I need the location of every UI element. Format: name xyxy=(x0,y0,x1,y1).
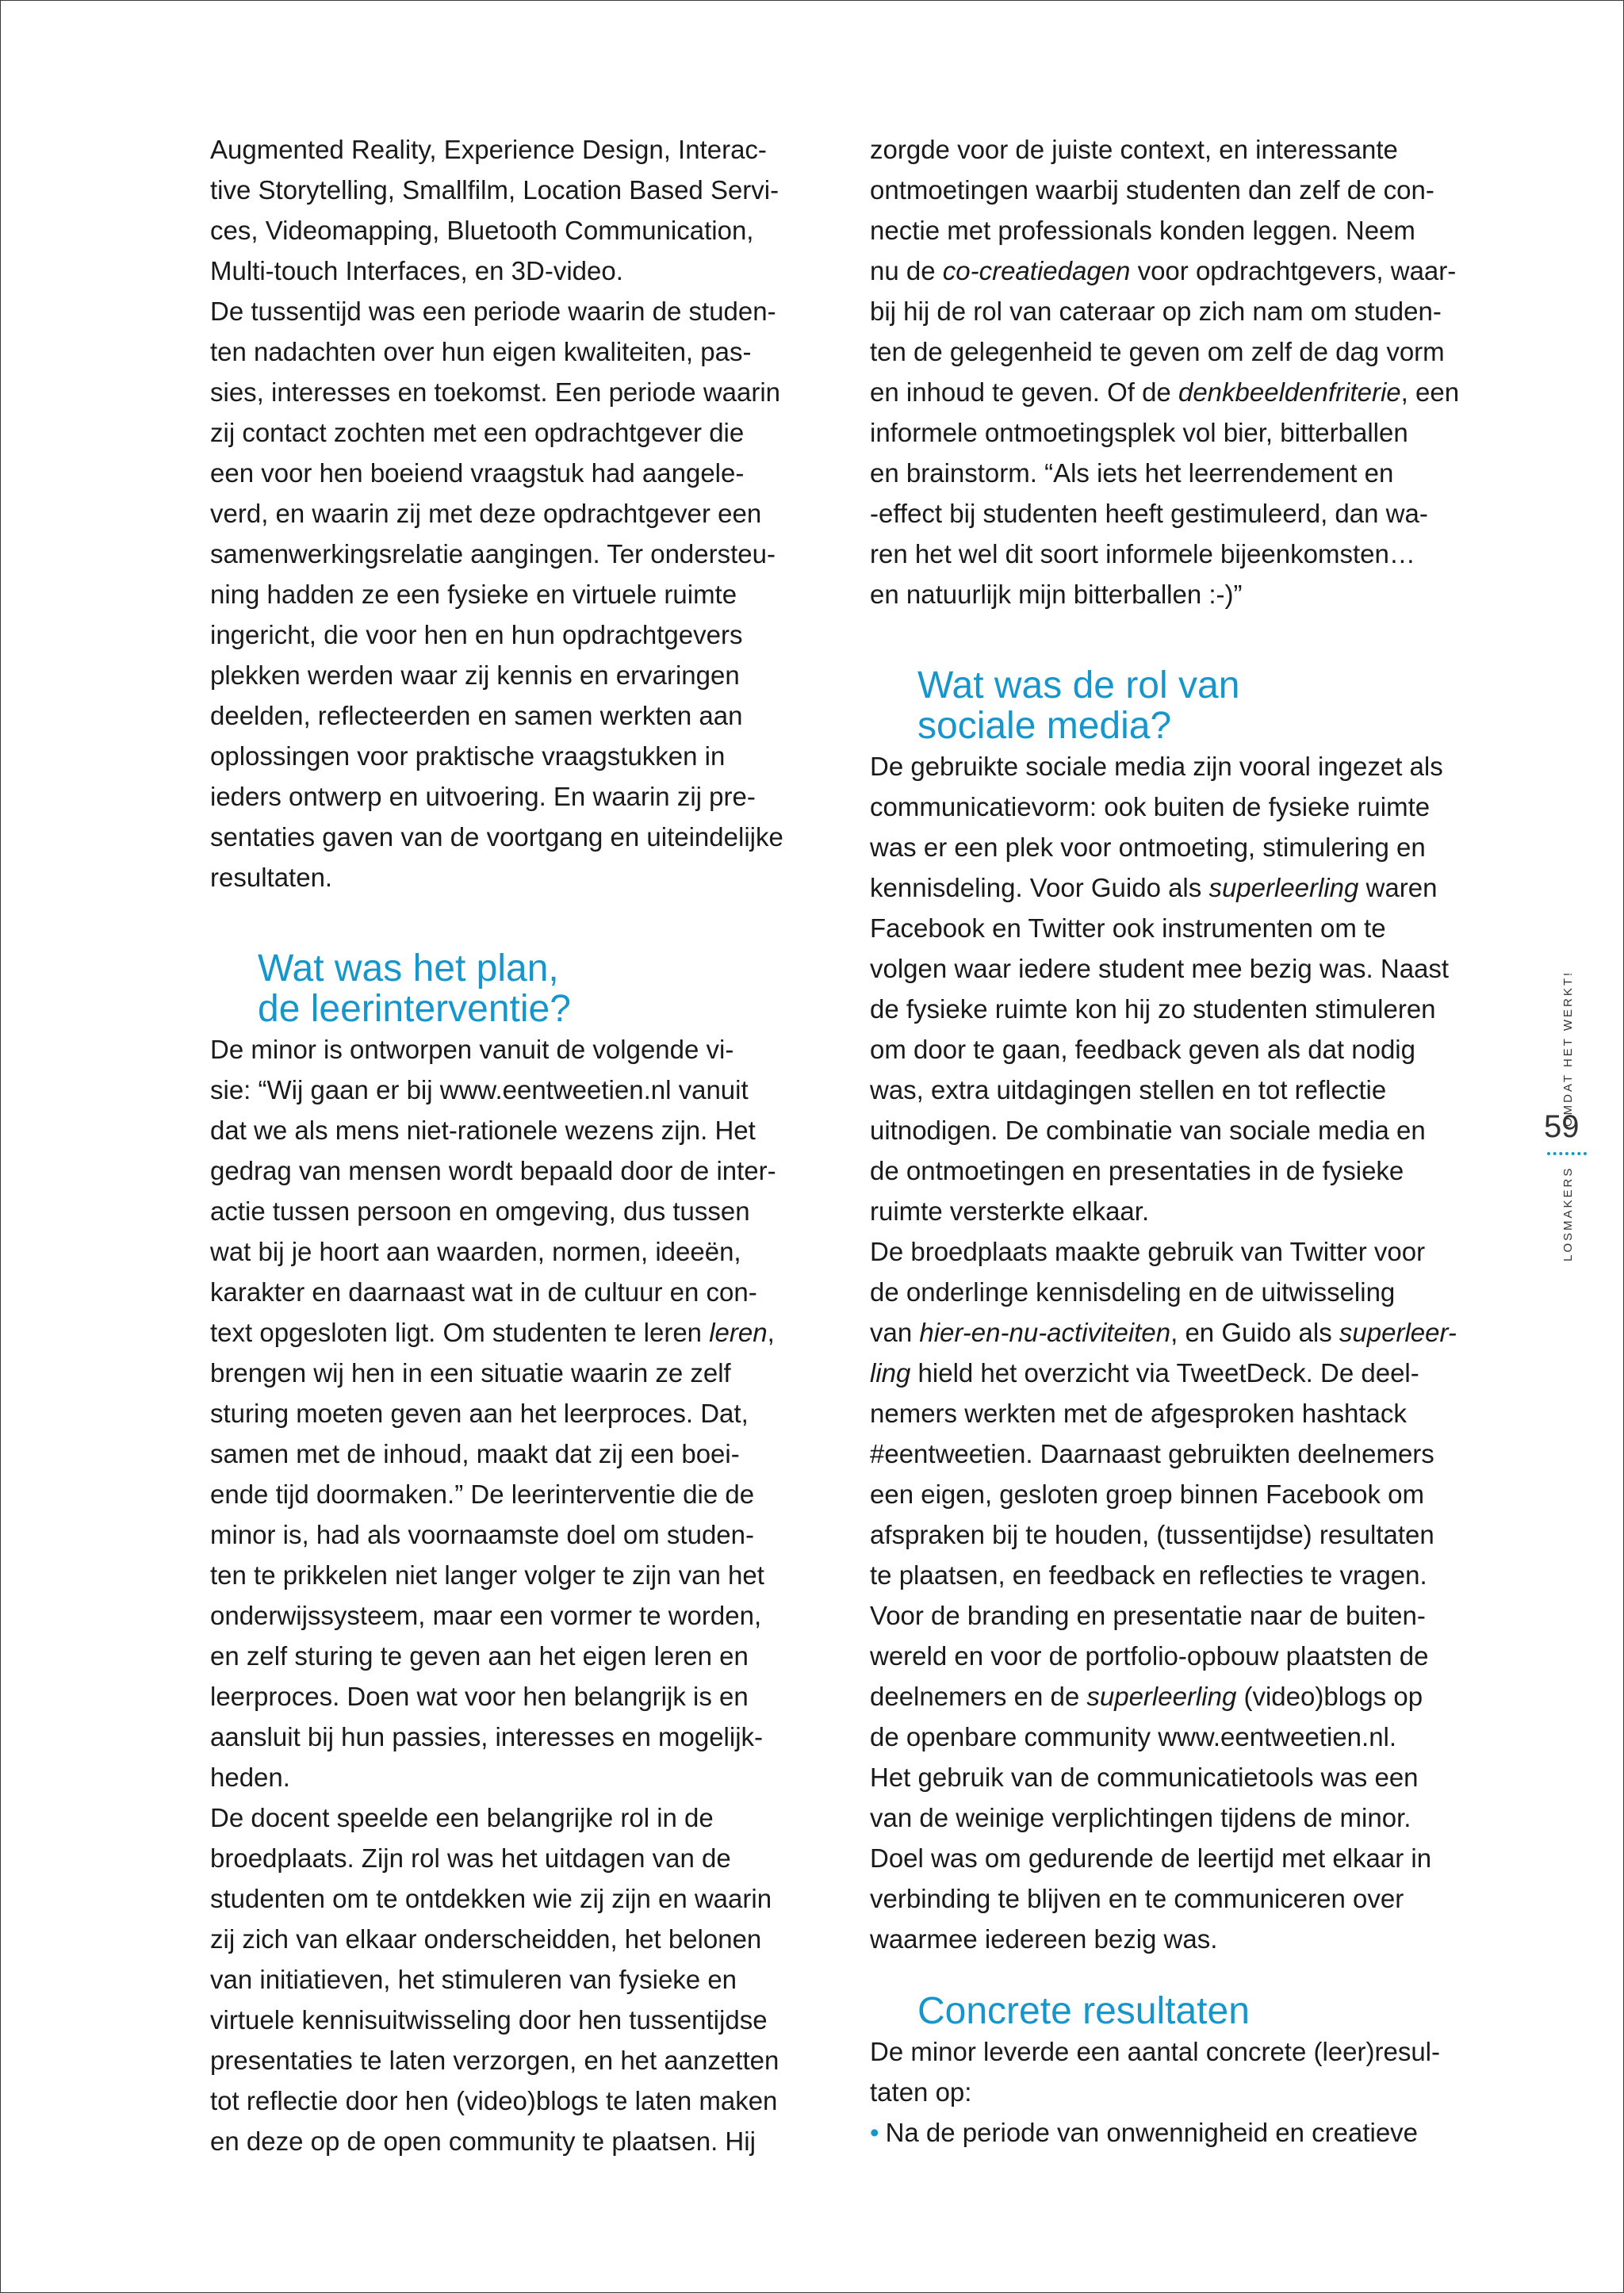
text-line: Augmented Reality, Experience Design, Interac- xyxy=(210,135,767,164)
emphasis-text: superleer- xyxy=(1339,1318,1457,1347)
text-line: taten op: xyxy=(870,2077,972,2107)
emphasis-text: co-creatiedagen xyxy=(942,256,1131,285)
text-line: leerproces. Doen wat voor hen belangrijk is en xyxy=(210,1682,749,1711)
text-line: ten nadachten over hun eigen kwaliteiten, pas- xyxy=(210,337,752,366)
running-title: OMDAT HET WERKT! xyxy=(1561,970,1575,1127)
text-line: Het gebruik van de communicatietools was een xyxy=(870,1763,1419,1792)
text-line: minor is, had als voornaamste doel om studen- xyxy=(210,1520,755,1549)
text-line: van initiatieven, het stimuleren van fysieke en xyxy=(210,1965,737,1994)
paragraph-intro-list xyxy=(210,129,829,291)
heading-line: Wat was het plan, xyxy=(258,947,559,990)
text-line: ontmoetingen waarbij studenten dan zelf de con- xyxy=(870,175,1434,205)
text-line: actie tussen persoon en omgeving, dus tussen xyxy=(210,1196,750,1226)
text-line: sies, interesses en toekomst. Een periode waarin xyxy=(210,377,781,407)
paragraph-broedplaats-twitter xyxy=(870,1231,1496,1959)
text-line: sentaties gaven van de voortgang en uiteindelijke xyxy=(210,822,783,852)
text-line: De minor leverde een aantal concrete (leer)resul- xyxy=(870,2037,1441,2066)
heading-line: Concrete resultaten xyxy=(917,1990,1250,2032)
bullet-item xyxy=(870,2112,1496,2153)
text-line: resultaten. xyxy=(210,863,333,892)
text-line: deelden, reflecteerden en samen werkten aan xyxy=(210,701,743,730)
text-line: ten de gelegenheid te geven om zelf de dag vorm xyxy=(870,337,1445,366)
text-line: sie: “Wij gaan er bij www.eentweetien.nl vanuit xyxy=(210,1075,749,1104)
text-line: Doel was om gedurende de leertijd met elkaar in xyxy=(870,1843,1432,1873)
text-line: virtuele kennisuitwisseling door hen tussentijdse xyxy=(210,2005,768,2035)
text-line: aansluit bij hun passies, interesses en mogelijk- xyxy=(210,1722,764,1751)
section-heading-resultaten xyxy=(870,1991,1496,2031)
text-span: van xyxy=(870,1318,920,1347)
text-line: van de weinige verplichtingen tijdens de minor. xyxy=(870,1803,1411,1832)
text-line: ieders ontwerp en uitvoering. En waarin zij pre- xyxy=(210,782,756,811)
text-line: ning hadden ze een fysieke en virtuele ruimte xyxy=(210,580,737,609)
paragraph-sociale-media xyxy=(870,746,1496,1231)
text-span: hield het overzicht via TweetDeck. De deel- xyxy=(910,1358,1419,1388)
text-line: informele ontmoetingsplek vol bier, bitterballen xyxy=(870,418,1408,447)
text-line: gedrag van mensen wordt bepaald door de inter- xyxy=(210,1156,776,1185)
text-span: kennisdeling. Voor Guido als xyxy=(870,873,1209,902)
text-line: een eigen, gesloten groep binnen Facebook om xyxy=(870,1480,1425,1509)
text-line: ingericht, die voor hen en hun opdrachtgevers xyxy=(210,620,743,649)
page-sidebar xyxy=(1545,936,1593,1285)
text-line xyxy=(870,1353,1496,1393)
text-line: was er een plek voor ontmoeting, stimulering en xyxy=(870,833,1426,862)
text-line: De broedplaats maakte gebruik van Twitter voor xyxy=(870,1237,1426,1266)
text-line: ende tijd doormaken.” De leerinterventie die de xyxy=(210,1480,755,1509)
text-line: studenten om te ontdekken wie zij zijn en waarin xyxy=(210,1884,772,1913)
text-line: tot reflectie door hen (video)blogs te laten maken xyxy=(210,2086,778,2115)
text-span: text opgesloten ligt. Om studenten te leren xyxy=(210,1318,710,1347)
emphasis-text: superleerling xyxy=(1086,1682,1237,1711)
heading-line: Wat was de rol van xyxy=(917,664,1240,706)
book-title: LOSMAKERS xyxy=(1561,1166,1575,1261)
paragraph-tussentijd xyxy=(210,291,829,898)
left-column xyxy=(210,129,829,2161)
text-line: sturing moeten geven aan het leerproces. Dat, xyxy=(210,1399,749,1428)
text-line: verbinding te blijven en te communiceren over xyxy=(870,1884,1404,1913)
emphasis-text: denkbeeldenfriterie xyxy=(1178,377,1401,407)
section-heading-sociale-media xyxy=(870,665,1496,746)
text-line: -effect bij studenten heeft gestimuleerd, dan wa- xyxy=(870,499,1428,528)
emphasis-text: hier-en-nu-activiteiten xyxy=(919,1318,1171,1347)
text-line: ces, Videomapping, Bluetooth Communication, xyxy=(210,216,754,245)
text-span: , een xyxy=(1400,377,1460,407)
paragraph-context xyxy=(870,129,1496,614)
text-span: en inhoud te geven. Of de xyxy=(870,377,1178,407)
emphasis-text: leren xyxy=(709,1318,768,1347)
text-span: nu de xyxy=(870,256,943,285)
text-line: nemers werkten met de afgesproken hashtack xyxy=(870,1399,1407,1428)
right-column xyxy=(870,129,1496,2153)
text-line: presentaties te laten verzorgen, en het aanzetten xyxy=(210,2046,779,2075)
spacer xyxy=(870,614,1496,665)
text-line: afspraken bij te houden, (tussentijdse) resultaten xyxy=(870,1520,1434,1549)
text-line xyxy=(870,1312,1496,1353)
spacer xyxy=(870,1959,1496,1991)
text-line: de openbare community www.eentweetien.nl. xyxy=(870,1722,1397,1751)
text-line: dat we als mens niet-rationele wezens zijn. Het xyxy=(210,1116,756,1145)
text-line: karakter en daarnaast wat in de cultuur en con- xyxy=(210,1277,757,1307)
text-line: brengen wij hen in een situatie waarin ze zelf xyxy=(210,1358,731,1388)
dotted-rule xyxy=(1547,1152,1587,1155)
text-span: voor opdrachtgevers, waar- xyxy=(1130,256,1457,285)
section-heading-plan xyxy=(210,948,829,1029)
emphasis-text: ling xyxy=(870,1358,911,1388)
text-line: samen met de inhoud, maakt dat zij een boei- xyxy=(210,1439,740,1468)
page-number: 59 xyxy=(1544,1109,1580,1144)
text-line: #eentweetien. Daarnaast gebruikten deelnemers xyxy=(870,1439,1434,1468)
spacer xyxy=(210,898,829,948)
text-line: oplossingen voor praktische vraagstukken in xyxy=(210,741,726,771)
text-line: te plaatsen, en feedback en reflecties te vragen. xyxy=(870,1560,1427,1590)
text-line: tive Storytelling, Smallfilm, Location Based Servi- xyxy=(210,175,779,205)
text-line: de onderlinge kennisdeling en de uitwisseling xyxy=(870,1277,1396,1307)
text-line: Multi-touch Interfaces, en 3D-video. xyxy=(210,256,623,285)
text-line: ruimte versterkte elkaar. xyxy=(870,1196,1150,1226)
text-line: en deze op de open community te plaatsen. Hij xyxy=(210,2126,756,2156)
text-line: de ontmoetingen en presentaties in de fysieke xyxy=(870,1156,1404,1185)
text-line: broedplaats. Zijn rol was het uitdagen van de xyxy=(210,1843,731,1873)
text-line xyxy=(210,1312,829,1353)
text-line: waarmee iedereen bezig was. xyxy=(870,1924,1218,1954)
text-line: zij contact zochten met een opdrachtgever die xyxy=(210,418,745,447)
text-line: onderwijssysteem, maar een vormer te worden, xyxy=(210,1601,762,1630)
text-span: deelnemers en de xyxy=(870,1682,1087,1711)
text-line: verd, en waarin zij met deze opdrachtgever een xyxy=(210,499,762,528)
text-line xyxy=(870,251,1496,291)
text-span: Na de periode van onwennigheid en creatieve xyxy=(885,2118,1419,2147)
text-span: , en Guido als xyxy=(1170,1318,1339,1347)
paragraph-docent xyxy=(210,1797,829,2161)
text-line: en brainstorm. “Als iets het leerrendement en xyxy=(870,458,1394,488)
text-line: communicatievorm: ook buiten de fysieke ruimte xyxy=(870,792,1431,821)
text-line: De tussentijd was een periode waarin de studen- xyxy=(210,297,776,326)
paragraph-minor-visie xyxy=(210,1029,829,1797)
text-line: ten te prikkelen niet langer volger te zijn van het xyxy=(210,1560,764,1590)
text-line xyxy=(870,1676,1496,1717)
text-line: De gebruikte sociale media zijn vooral ingezet als xyxy=(870,752,1443,781)
text-line: Voor de branding en presentatie naar de buiten- xyxy=(870,1601,1426,1630)
text-line: nectie met professionals konden leggen. Neem xyxy=(870,216,1415,245)
text-line: uitnodigen. De combinatie van sociale media en xyxy=(870,1116,1426,1145)
text-line: heden. xyxy=(210,1763,290,1792)
emphasis-text: superleerling xyxy=(1208,873,1359,902)
text-span: waren xyxy=(1358,873,1438,902)
text-line: bij hij de rol van cateraar op zich nam om studen- xyxy=(870,297,1442,326)
heading-line: de leerinterventie? xyxy=(258,988,571,1030)
heading-line: sociale media? xyxy=(917,705,1172,747)
text-line: Facebook en Twitter ook instrumenten om te xyxy=(870,913,1386,943)
text-line: De docent speelde een belangrijke rol in de xyxy=(210,1803,714,1832)
text-line: wereld en voor de portfolio-opbouw plaatsten de xyxy=(870,1641,1429,1671)
paragraph-resultaten xyxy=(870,2031,1496,2153)
text-line: een voor hen boeiend vraagstuk had aangele- xyxy=(210,458,745,488)
text-line: wat bij je hoort aan waarden, normen, ideeën, xyxy=(210,1237,741,1266)
text-line: en natuurlijk mijn bitterballen :-)” xyxy=(870,580,1243,609)
text-span: , xyxy=(767,1318,775,1347)
text-line xyxy=(870,867,1496,908)
text-line xyxy=(870,372,1496,412)
text-line: zorgde voor de juiste context, en interessante xyxy=(870,135,1398,164)
text-line: ren het wel dit soort informele bijeenkomsten… xyxy=(870,539,1415,568)
text-line: De minor is ontworpen vanuit de volgende vi- xyxy=(210,1035,734,1064)
text-line: om door te gaan, feedback geven als dat nodig xyxy=(870,1035,1415,1064)
text-line: de fysieke ruimte kon hij zo studenten stimuleren xyxy=(870,994,1436,1024)
text-line: en zelf sturing te geven aan het eigen leren en xyxy=(210,1641,749,1671)
text-line: samenwerkingsrelatie aangingen. Ter ondersteu- xyxy=(210,539,776,568)
text-line: was, extra uitdagingen stellen en tot reflectie xyxy=(870,1075,1387,1104)
text-line: zij zich van elkaar onderscheidden, het belonen xyxy=(210,1924,762,1954)
text-line: volgen waar iedere student mee bezig was. Naast xyxy=(870,954,1450,983)
bullet-icon: • xyxy=(870,2118,879,2147)
text-span: (video)blogs op xyxy=(1236,1682,1423,1711)
text-line: plekken werden waar zij kennis en ervaringen xyxy=(210,660,740,690)
